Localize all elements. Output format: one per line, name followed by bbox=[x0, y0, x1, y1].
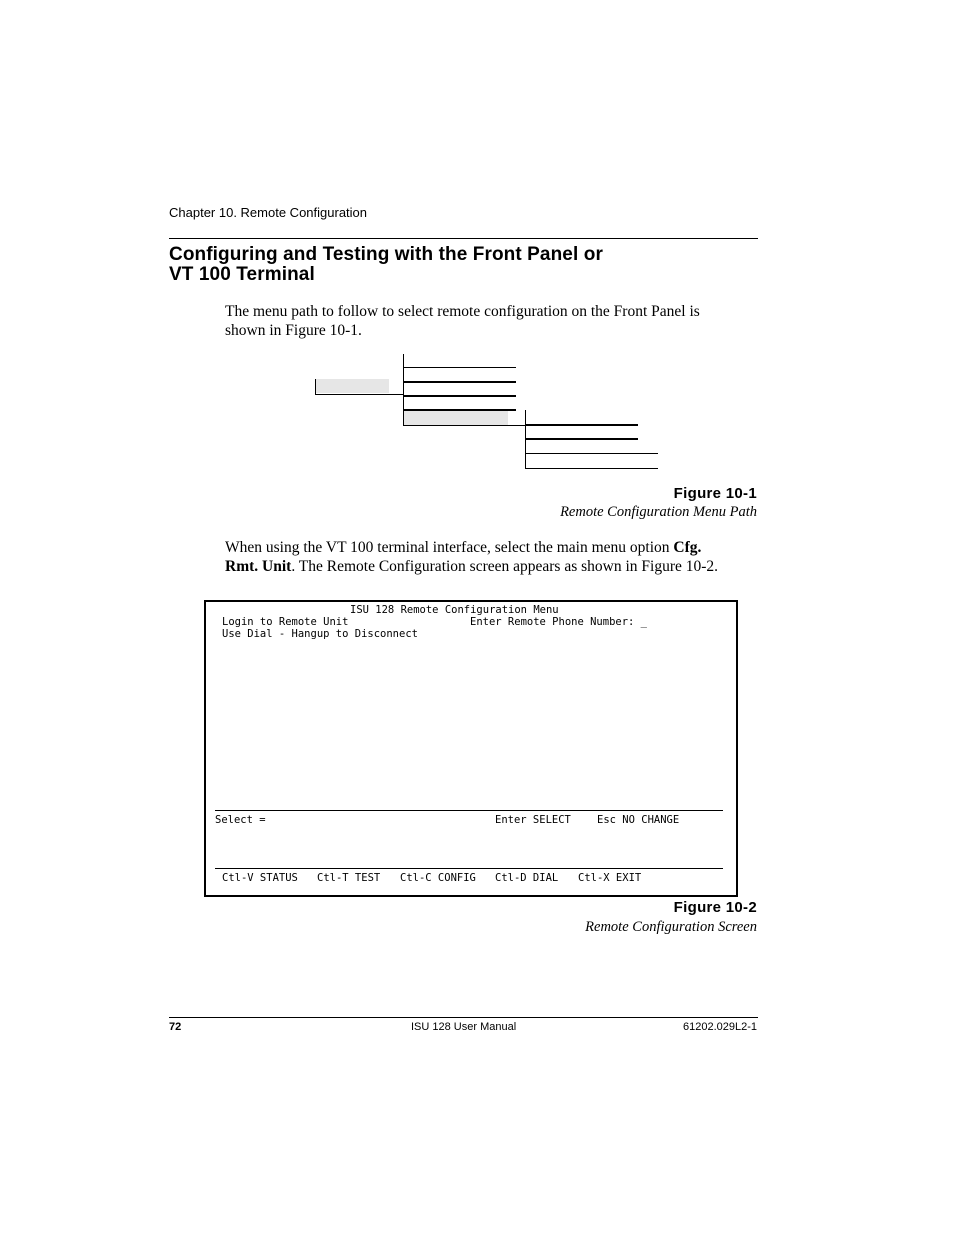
screen-item-dial[interactable]: Use Dial - Hangup to Disconnect bbox=[222, 628, 418, 640]
page-number: 72 bbox=[169, 1021, 182, 1033]
section-title-line2: VT 100 Terminal bbox=[169, 264, 315, 285]
vt100-paragraph-line1 bbox=[225, 538, 765, 557]
fkey-dial[interactable]: Ctl-D DIAL bbox=[495, 872, 559, 884]
intro-paragraph bbox=[225, 302, 765, 340]
menu-level2-item1 bbox=[403, 367, 516, 368]
menu-level3-item1 bbox=[525, 424, 638, 426]
menu-level3-item3 bbox=[525, 453, 658, 454]
fkey-status[interactable]: Ctl-V STATUS bbox=[222, 872, 298, 884]
figure1-caption: Remote Configuration Menu Path bbox=[560, 504, 757, 520]
menu-level1-connector bbox=[315, 394, 403, 395]
header-rule bbox=[169, 238, 758, 239]
terminal-screen bbox=[204, 600, 738, 897]
screen-phone-prompt[interactable]: Enter Remote Phone Number: _ bbox=[470, 616, 648, 628]
menu-path-diagram bbox=[300, 352, 670, 472]
footer-doc-number: 61202.029L2-1 bbox=[682, 1021, 757, 1033]
fkey-test[interactable]: Ctl-T TEST bbox=[317, 872, 381, 884]
screen-item-login[interactable]: Login to Remote Unit bbox=[222, 616, 349, 628]
fkey-config[interactable]: Ctl-C CONFIG bbox=[400, 872, 476, 884]
vt100-paragraph bbox=[225, 538, 765, 576]
intro-paragraph-line2: shown in Figure 10-1. bbox=[225, 322, 362, 339]
figure1-label: Figure 10-1 bbox=[673, 485, 757, 502]
screen-enter-select: Enter SELECT bbox=[495, 814, 571, 826]
footer-manual-title: ISU 128 User Manual bbox=[411, 1021, 517, 1033]
menu-level3-item2 bbox=[525, 438, 638, 440]
vt100-paragraph-line2 bbox=[225, 557, 765, 576]
menu-level3-item4 bbox=[525, 468, 658, 469]
menu-level2-connector bbox=[403, 425, 525, 426]
screen-title: ISU 128 Remote Configuration Menu bbox=[350, 604, 559, 616]
figure2-caption: Remote Configuration Screen bbox=[585, 919, 757, 935]
menu-level2-item2 bbox=[403, 381, 516, 383]
footer-rule bbox=[169, 1017, 758, 1018]
menu-level2-selected-box bbox=[404, 411, 508, 425]
fkey-exit[interactable]: Ctl-X EXIT bbox=[578, 872, 642, 884]
section-title-line1: Configuring and Testing with the Front Panel or bbox=[169, 244, 603, 265]
running-header: Chapter 10. Remote Configuration bbox=[169, 205, 368, 220]
screen-select-prompt[interactable]: Select = bbox=[215, 814, 266, 826]
menu-level1-tick bbox=[315, 379, 316, 395]
vt100-text-pre: When using the VT 100 terminal interface, select the main menu option bbox=[225, 539, 674, 556]
menu-option-cfg: Cfg. bbox=[673, 539, 702, 556]
menu-option-rmt-unit: Rmt. Unit bbox=[225, 558, 292, 575]
menu-level1-box bbox=[315, 379, 389, 393]
menu-level2-item3 bbox=[403, 395, 516, 397]
screen-esc-no-change: Esc NO CHANGE bbox=[597, 814, 680, 826]
intro-paragraph-line1: The menu path to follow to select remote configuration on the Front Panel is bbox=[225, 303, 700, 320]
vt100-text-post: . The Remote Configuration screen appears as shown in Figure 10-2. bbox=[291, 558, 719, 575]
figure2-label: Figure 10-2 bbox=[673, 899, 757, 916]
screen-rule-upper bbox=[215, 810, 723, 811]
screen-rule-lower bbox=[215, 868, 723, 869]
section-title bbox=[169, 245, 603, 285]
